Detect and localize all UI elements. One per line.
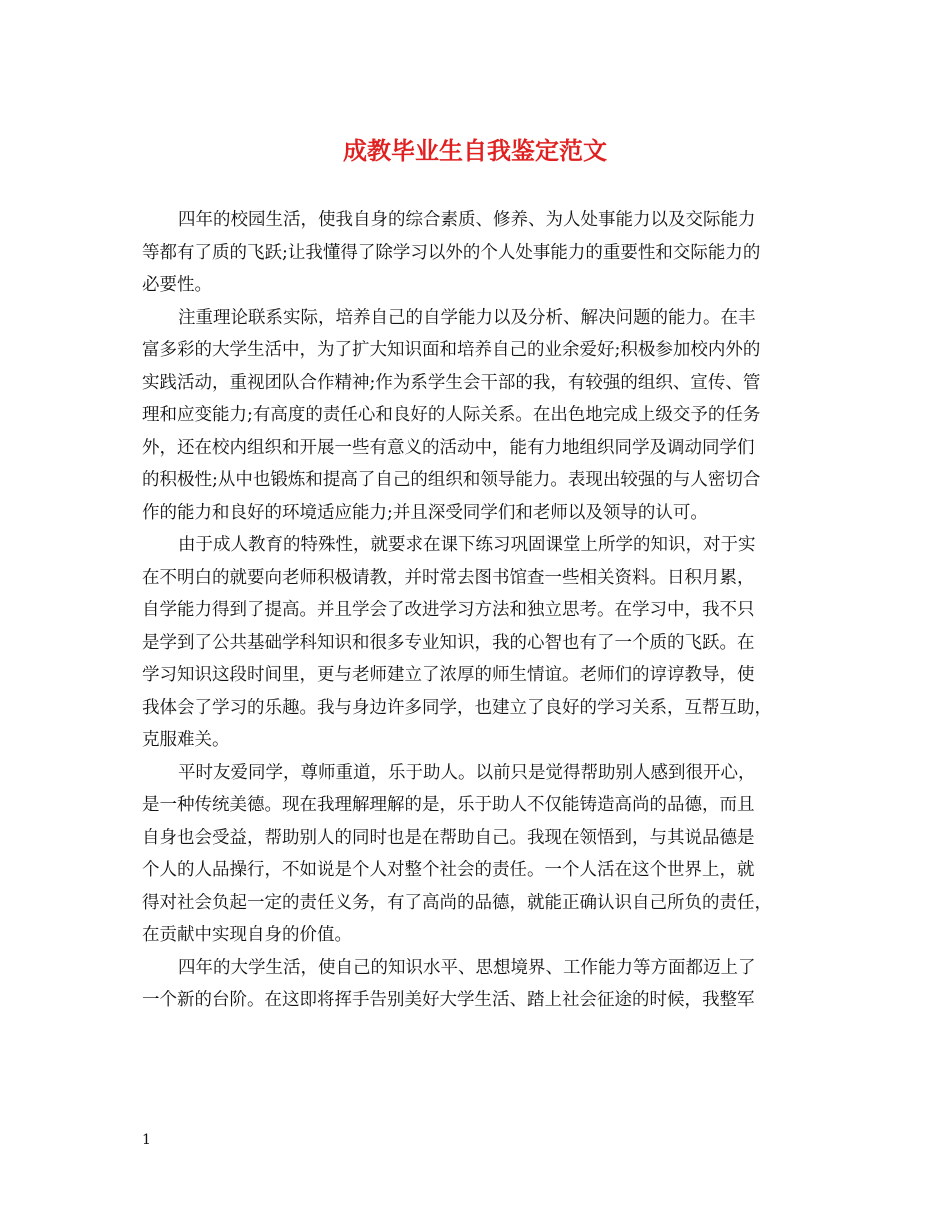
text-line: 的积极性;从中也锻炼和提高了自己的组织和领导能力。表现出较强的与人密切合 xyxy=(142,470,761,490)
text-line: 学习知识这段时间里，更与老师建立了浓厚的师生情谊。老师们的谆谆教导，使 xyxy=(142,665,755,685)
text-line: 是学到了公共基础学科知识和很多专业知识，我的心智也有了一个质的飞跃。在 xyxy=(142,632,755,653)
text-line: 实践活动，重视团队合作精神;作为系学生会干部的我，有较强的组织、宣传、管 xyxy=(142,372,761,393)
text-line: 平时友爱同学，尊师重道，乐于助人。以前只是觉得帮助别人感到很开心， xyxy=(178,762,756,783)
text-line: 在不明白的就要向老师积极请教，并时常去图书馆查一些相关资料。日积月累， xyxy=(142,567,755,588)
text-line: 在贡献中实现自身的价值。 xyxy=(142,925,352,945)
text-line: 注重理论联系实际，培养自己的自学能力以及分析、解决问题的能力。在丰 xyxy=(178,307,756,328)
text-line: 四年的校园生活，使我自身的综合素质、修养、为人处事能力以及交际能力 xyxy=(178,210,756,230)
document-body xyxy=(142,204,826,1017)
text-line: 自身也会受益，帮助别人的同时也是在帮助自己。我现在领悟到，与其说品德是 xyxy=(142,827,755,848)
document-title: 成教毕业生自我鉴定范文 xyxy=(343,136,607,165)
text-line: 富多彩的大学生活中，为了扩大知识面和培养自己的业余爱好;积极参加校内外的 xyxy=(142,340,761,360)
text-line: 得对社会负起一定的责任义务，有了高尚的品德，就能正确认识自己所负的责任， xyxy=(142,892,772,913)
text-line: 我体会了学习的乐趣。我与身边许多同学，也建立了良好的学习关系，互帮互助， xyxy=(142,697,772,718)
text-line: 必要性。 xyxy=(142,275,212,295)
text-line: 个人的人品操行，不如说是个人对整个社会的责任。一个人活在这个世界上，就 xyxy=(142,860,755,880)
text-line: 外，还在校内组织和开展一些有意义的活动中，能有力地组织同学及调动同学们 xyxy=(142,437,755,458)
text-line: 由于成人教育的特殊性，就要求在课下练习巩固课堂上所学的知识，对于实 xyxy=(178,535,756,555)
text-line: 理和应变能力;有高度的责任心和良好的人际关系。在出色地完成上级交予的任务 xyxy=(142,405,761,425)
text-line: 作的能力和良好的环境适应能力;并且深受同学们和老师以及领导的认可。 xyxy=(142,502,708,523)
text-line: 自学能力得到了提高。并且学会了改进学习方法和独立思考。在学习中，我不只 xyxy=(142,600,755,620)
text-line: 四年的大学生活，使自己的知识水平、思想境界、工作能力等方面都迈上了 xyxy=(178,957,756,978)
text-line: 克服难关。 xyxy=(142,730,230,750)
text-line: 是一种传统美德。现在我理解理解的是，乐于助人不仅能铸造高尚的品德，而且 xyxy=(142,795,755,815)
text-line: 一个新的台阶。在这即将挥手告别美好大学生活、踏上社会征途的时候，我整军 xyxy=(142,990,755,1010)
page-number: 1 xyxy=(142,1132,151,1148)
text-line: 等都有了质的飞跃;让我懂得了除学习以外的个人处事能力的重要性和交际能力的 xyxy=(142,242,761,263)
